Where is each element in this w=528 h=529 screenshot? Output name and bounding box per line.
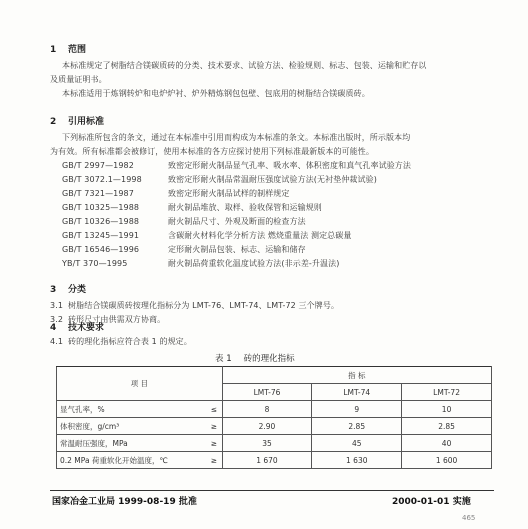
standard-code: GB/T 10326—1988: [62, 217, 140, 226]
standard-ref-7: [62, 244, 306, 255]
table-row: [57, 435, 492, 452]
standard-title: 耐火制品尺寸、外观及断面的检查方法: [168, 217, 306, 226]
row-value: 10: [402, 401, 492, 418]
scope-line-1: 本标准规定了树脂结合镁碳质砖的分类、技术要求、试验方法、检验规则、标志、包装、运输和贮存以: [62, 61, 427, 70]
table-row: [57, 452, 492, 469]
index-header: 指 标: [222, 367, 491, 384]
row-item: 常温耐压强度，MPa: [57, 435, 207, 452]
row-value: 45: [312, 435, 402, 452]
row-value: 1 630: [312, 452, 402, 469]
section-number: 3: [50, 285, 57, 295]
row-item: 0.2 MPa 荷重软化开始温度，℃: [57, 452, 207, 469]
section-title: 引用标准: [68, 117, 105, 127]
row-value: 8: [222, 401, 312, 418]
standard-title: 耐火制品堆放、取样、验收保管和运输规则: [168, 203, 322, 212]
standard-ref-1: [62, 160, 411, 171]
row-value: 1 670: [222, 452, 312, 469]
table-row: [57, 418, 492, 435]
row-value: 2.85: [402, 418, 492, 435]
row-comparator: ≤: [206, 401, 222, 418]
table-number: 表 1: [215, 354, 232, 364]
grade-header: LMT-76: [222, 384, 312, 401]
implementation-date: 2000-01-01 实施: [392, 497, 471, 507]
standard-code: GB/T 10325—1988: [62, 203, 140, 212]
standard-ref-5: [62, 216, 306, 227]
references-intro-line-1: 下列标准所包含的条文，通过在本标准中引用而构成为本标准的条文。本标准出版时，所示版本均: [62, 133, 411, 142]
row-item: 显气孔率，%: [57, 401, 207, 418]
section-3-heading: [50, 282, 86, 295]
standard-title: 致密定形耐火制品试样的制样规定: [168, 189, 290, 198]
standard-title: 致密定形耐火制品显气孔率、吸水率、体积密度和真气孔率试验方法: [168, 161, 411, 170]
section-1-heading: [50, 42, 86, 55]
row-comparator: ≥: [206, 452, 222, 469]
standard-code: GB/T 7321—1987: [62, 189, 134, 198]
row-value: 40: [402, 435, 492, 452]
clause-3-1: [50, 300, 339, 311]
standard-ref-6: [62, 230, 351, 241]
table-caption: [215, 352, 295, 364]
section-title: 范围: [68, 45, 87, 55]
scope-line-3: 本标准适用于炼钢转炉和电炉炉衬、炉外精炼钢包包壁、包底用的树脂结合镁碳质砖。: [62, 89, 370, 98]
standard-title: 定形耐火制品包装、标志、运输和储存: [168, 245, 306, 254]
row-value: 2.90: [222, 418, 312, 435]
standard-code: GB/T 16546—1996: [62, 245, 140, 254]
properties-table: [56, 366, 492, 469]
section-4-title: [50, 320, 104, 333]
table-title: 砖的理化指标: [243, 354, 295, 364]
section-number: 1: [50, 45, 57, 55]
standard-ref-3: [62, 188, 290, 199]
grade-header: LMT-72: [402, 384, 492, 401]
standard-title: 耐火制品荷重软化温度试验方法(非示差-升温法): [168, 259, 340, 268]
clause-number: 3.2: [50, 315, 64, 324]
standard-title: 致密定形耐火制品常温耐压强度试验方法(无衬垫仲裁试验): [168, 175, 377, 184]
references-intro-line-2: 为有效。所有标准都会被修订，使用本标准的各方应探讨使用下列标准最新版本的可能性。: [50, 147, 374, 156]
item-header: 项 目: [57, 367, 223, 401]
section-title: 分类: [68, 285, 87, 295]
clause-text: 砖的理化指标应符合表 1 的规定。: [68, 337, 192, 346]
row-value: 2.85: [312, 418, 402, 435]
page-number: 465: [462, 514, 476, 522]
clause-number: 3.1: [50, 301, 64, 310]
row-value: 1 600: [402, 452, 492, 469]
clause-number: 4.1: [50, 337, 64, 346]
row-value: 35: [222, 435, 312, 452]
clause-text: 树脂结合镁碳质砖按理化指标分为 LMT-76、LMT-74、LMT-72 三个牌号。: [68, 301, 340, 310]
grade-header: LMT-74: [312, 384, 402, 401]
standard-ref-8: [62, 258, 339, 269]
standard-ref-4: [62, 202, 322, 213]
row-comparator: ≥: [206, 418, 222, 435]
scope-line-2: 及质量证明书。: [50, 75, 107, 84]
standard-code: GB/T 3072.1—1998: [62, 175, 142, 184]
row-value: 9: [312, 401, 402, 418]
section-number: 2: [50, 117, 57, 127]
clause-4-1: [50, 336, 192, 347]
standard-code: YB/T 370—1995: [62, 259, 128, 268]
standard-title: 含碳耐火材料化学分析方法 燃烧重量法 测定总碳量: [168, 231, 352, 240]
row-comparator: ≥: [206, 435, 222, 452]
row-item: 体积密度，g/cm³: [57, 418, 207, 435]
standard-code: GB/T 13245—1991: [62, 231, 140, 240]
footer-rule: [50, 490, 494, 491]
clause-text: 砖形尺寸由供需双方协商。: [68, 315, 166, 324]
approval-statement: 国家冶金工业局 1999-08-19 批准: [52, 497, 197, 507]
standard-ref-2: [62, 174, 377, 185]
section-2-heading: [50, 114, 104, 127]
standard-code: GB/T 2997—1982: [62, 161, 134, 170]
section-number: 4: [50, 323, 57, 333]
table-header-row: [57, 367, 492, 384]
section-title: 技术要求: [68, 323, 105, 333]
table-row: [57, 401, 492, 418]
